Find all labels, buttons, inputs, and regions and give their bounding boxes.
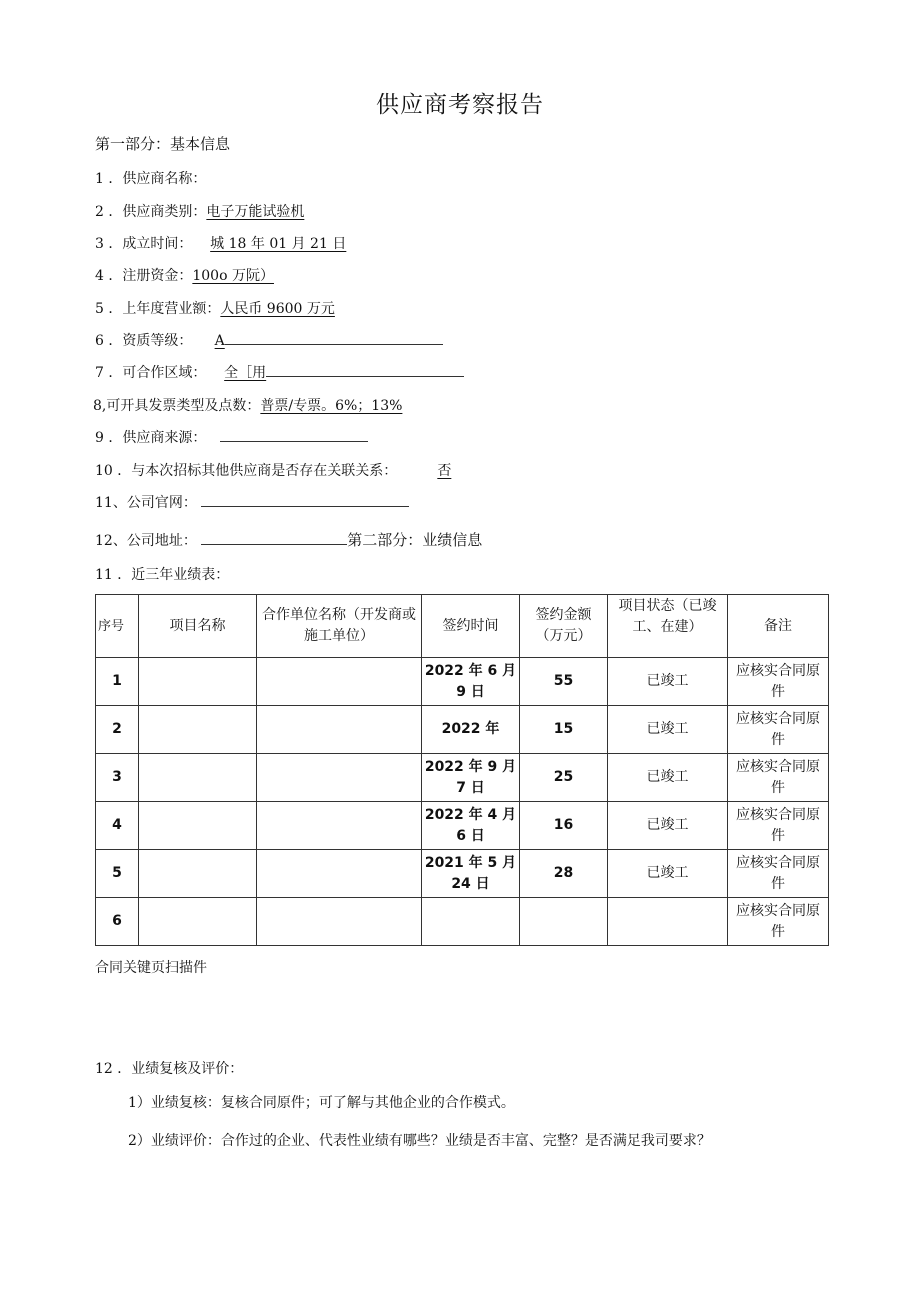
cell-partner [257, 706, 422, 754]
info-qualification-level [95, 330, 443, 350]
cell-amount [520, 898, 608, 946]
cell-seq: 2 [96, 706, 139, 754]
info-invoice-type [93, 395, 402, 415]
fill-line [225, 330, 443, 345]
cell-project-name [139, 658, 257, 706]
cell-sign-date: 2022 年 9 月 7 日 [422, 754, 520, 802]
performance-table-label: 11 ．近三年业绩表： [95, 567, 230, 583]
header-remark: 备注 [728, 595, 829, 658]
cell-partner [257, 850, 422, 898]
fill-line [201, 492, 409, 507]
table-row [96, 850, 829, 898]
cell-partner [257, 802, 422, 850]
info-website [95, 492, 409, 512]
header-amount: 签约金额（万元） [520, 595, 608, 658]
info-cooperation-area [95, 362, 464, 382]
info-label: 8,可开具发票类型及点数： [93, 398, 261, 414]
info-value: 城 18 年 01 月 21 日 [210, 236, 347, 252]
cell-status: 已竣工 [608, 802, 728, 850]
table-row [96, 658, 829, 706]
cell-seq: 3 [96, 754, 139, 802]
cell-amount: 55 [520, 658, 608, 706]
cell-partner [257, 754, 422, 802]
cell-seq: 6 [96, 898, 139, 946]
info-supplier-name [95, 168, 206, 188]
review-heading: 12 ．业绩复核及评价： [95, 1061, 244, 1077]
cell-remark: 应核实合同原件 [728, 850, 829, 898]
info-value: 人民币 9600 万元 [220, 301, 335, 317]
info-last-year-revenue [95, 298, 335, 318]
fill-line [266, 362, 464, 377]
table-row [96, 802, 829, 850]
info-label: 1 ．供应商名称： [95, 171, 207, 187]
cell-amount: 16 [520, 802, 608, 850]
info-value: 全［用 [224, 365, 267, 381]
header-partner: 合作单位名称（开发商或施工单位） [257, 595, 422, 658]
info-label: 2 ．供应商类别： [95, 204, 207, 220]
header-status-text: 项目状态（已竣工、在建） [618, 598, 717, 635]
cell-project-name [139, 850, 257, 898]
cell-sign-date: 2022 年 6 月 9 日 [422, 658, 520, 706]
cell-project-name [139, 706, 257, 754]
part2-heading: 第二部分：业绩信息 [347, 531, 483, 549]
info-value: A [214, 333, 225, 349]
info-address [95, 529, 482, 550]
header-status [608, 595, 728, 658]
cell-status [608, 898, 728, 946]
cell-seq: 5 [96, 850, 139, 898]
table-row [96, 898, 829, 946]
cell-project-name [139, 754, 257, 802]
header-sign-date: 签约时间 [422, 595, 520, 658]
cell-status: 已竣工 [608, 706, 728, 754]
info-registered-capital [95, 265, 274, 285]
table-note: 合同关键页扫描件 [95, 960, 207, 976]
part1-heading: 第一部分：基本信息 [95, 135, 231, 153]
review-item-evaluation: 2）业绩评价：合作过的企业、代表性业绩有哪些？业绩是否丰富、完整？是否满足我司要求？ [128, 1133, 711, 1149]
cell-project-name [139, 802, 257, 850]
page-title: 供应商考察报告 [376, 92, 544, 118]
cell-sign-date [422, 898, 520, 946]
cell-amount: 25 [520, 754, 608, 802]
cell-remark: 应核实合同原件 [728, 802, 829, 850]
cell-project-name [139, 898, 257, 946]
info-label: 10 ．与本次招标其他供应商是否存在关联关系： [95, 463, 398, 479]
cell-remark: 应核实合同原件 [728, 706, 829, 754]
cell-status: 已竣工 [608, 850, 728, 898]
table-row [96, 754, 829, 802]
info-label: 5 ．上年度营业额： [95, 301, 221, 317]
cell-amount: 15 [520, 706, 608, 754]
info-label: 3 ．成立时间： [95, 236, 193, 252]
info-supplier-category [95, 201, 304, 221]
info-founded-date [95, 233, 346, 253]
fill-line [220, 427, 368, 442]
info-label: 9 ．供应商来源： [95, 430, 207, 446]
info-label: 11、公司官网： [95, 495, 197, 511]
info-label: 7 ．可合作区域： [95, 365, 207, 381]
performance-table [95, 594, 829, 946]
cell-partner [257, 898, 422, 946]
cell-sign-date: 2021 年 5 月 24 日 [422, 850, 520, 898]
info-value: 普票/专票。6%；13% [260, 398, 403, 414]
fill-line [201, 530, 347, 545]
info-label: 12、公司地址： [95, 533, 197, 549]
info-related-party [95, 460, 451, 480]
cell-sign-date: 2022 年 4 月 6 日 [422, 802, 520, 850]
cell-remark: 应核实合同原件 [728, 754, 829, 802]
table-header-row [96, 595, 829, 658]
cell-amount: 28 [520, 850, 608, 898]
info-value: 100o 万阮） [192, 268, 274, 284]
header-project-name: 项目名称 [139, 595, 257, 658]
header-seq: 序号 [96, 595, 139, 658]
info-supplier-source [95, 427, 368, 447]
cell-sign-date: 2022 年 [422, 706, 520, 754]
cell-remark: 应核实合同原件 [728, 658, 829, 706]
info-value: 否 [437, 463, 452, 479]
cell-seq: 1 [96, 658, 139, 706]
cell-status: 已竣工 [608, 754, 728, 802]
cell-partner [257, 658, 422, 706]
info-value: 电子万能试验机 [206, 204, 305, 220]
cell-remark: 应核实合同原件 [728, 898, 829, 946]
cell-seq: 4 [96, 802, 139, 850]
info-label: 6 ．资质等级： [95, 333, 193, 349]
review-item-verification: 1）业绩复核：复核合同原件；可了解与其他企业的合作模式。 [128, 1095, 515, 1111]
table-row [96, 706, 829, 754]
info-label: 4 ．注册资金： [95, 268, 193, 284]
cell-status: 已竣工 [608, 658, 728, 706]
